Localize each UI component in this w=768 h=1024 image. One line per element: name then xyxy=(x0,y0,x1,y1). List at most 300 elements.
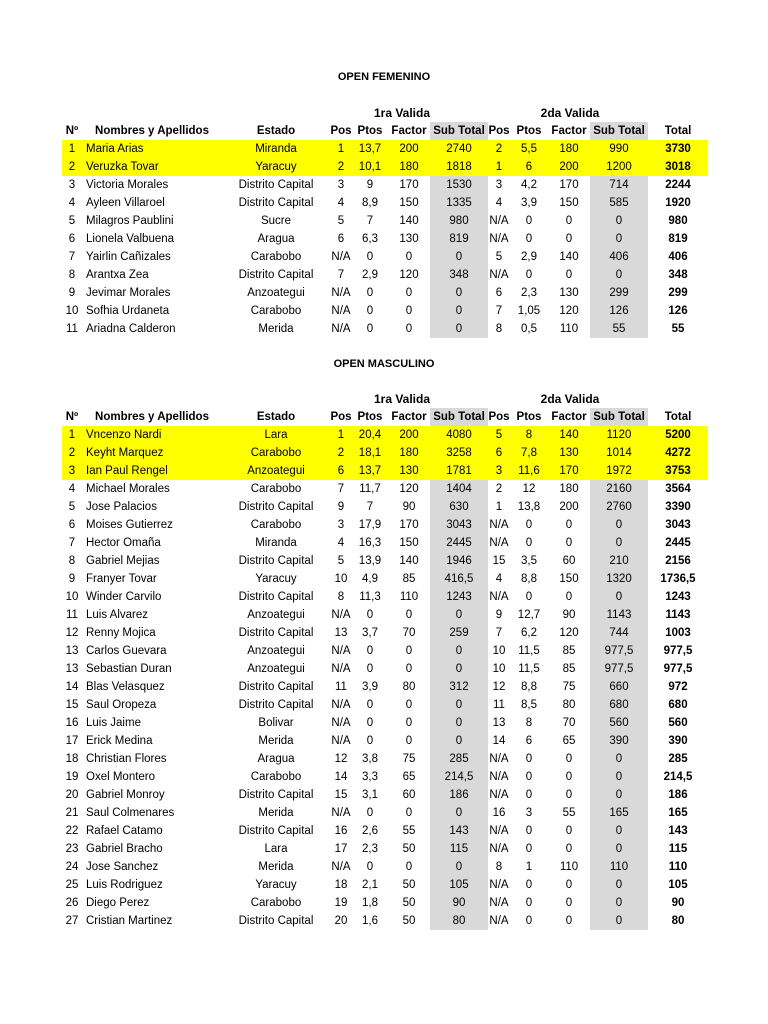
cell-factor-1: 75 xyxy=(402,753,416,765)
table-row xyxy=(62,444,708,462)
cell-subtotal-1: 980 xyxy=(430,212,488,230)
cell-factor-1: 50 xyxy=(402,897,416,909)
cell-pos-2: 3 xyxy=(488,462,510,480)
cell-total: 2244 xyxy=(665,179,691,191)
cell-ptos-1: 13,9 xyxy=(358,555,382,567)
cell-rank: 10 xyxy=(65,591,79,603)
cell-ptos-2: 0 xyxy=(525,897,533,909)
cell-subtotal-2: 660 xyxy=(590,678,648,696)
cell-ptos-1: 0 xyxy=(366,717,374,729)
cell-total: 980 xyxy=(668,215,688,227)
cell-estado: Merida xyxy=(258,323,294,335)
cell-pos-2: 10 xyxy=(492,645,506,657)
cell-subtotal-1: 4080 xyxy=(430,426,488,444)
cell-pos-2: 7 xyxy=(495,305,503,317)
cell-total: 3043 xyxy=(665,519,691,531)
cell-rank: 4 xyxy=(68,483,76,495)
header-ptos-1: Ptos xyxy=(357,411,383,423)
cell-pos-2: N/A xyxy=(489,753,509,765)
table-row xyxy=(62,822,708,840)
cell-pos-2: 12 xyxy=(492,681,506,693)
cell-factor-2: 140 xyxy=(559,251,579,263)
table-row xyxy=(62,462,708,480)
cell-ptos-1: 3,8 xyxy=(362,753,378,765)
cell-pos-1: 4 xyxy=(337,197,345,209)
cell-subtotal-1: 3258 xyxy=(430,444,488,462)
cell-subtotal-1: 630 xyxy=(430,498,488,516)
header-factor-1: Factor xyxy=(391,125,427,137)
cell-ptos-2: 1 xyxy=(525,861,533,873)
valida-1-label: 1ra Valida xyxy=(373,106,431,120)
cell-ptos-1: 0 xyxy=(366,251,374,263)
cell-nombre: Maria Arias xyxy=(82,140,222,158)
cell-pos-2: N/A xyxy=(489,789,509,801)
cell-factor-1: 120 xyxy=(399,483,419,495)
cell-subtotal-1: 0 xyxy=(430,696,488,714)
cell-estado: Distrito Capital xyxy=(238,681,314,693)
cell-pos-1: 19 xyxy=(334,897,348,909)
cell-subtotal-2: 2160 xyxy=(590,480,648,498)
cell-ptos-2: 0 xyxy=(525,233,533,245)
table-row xyxy=(62,498,708,516)
cell-subtotal-2: 210 xyxy=(590,552,648,570)
cell-rank: 2 xyxy=(62,158,82,176)
table-row xyxy=(62,320,708,338)
table-row xyxy=(62,230,708,248)
cell-factor-1: 0 xyxy=(405,305,413,317)
cell-pos-1: 1 xyxy=(330,426,352,444)
cell-factor-1: 150 xyxy=(399,197,419,209)
cell-total: 1920 xyxy=(665,197,691,209)
cell-ptos-2: 0 xyxy=(525,771,533,783)
cell-pos-2: N/A xyxy=(489,519,509,531)
cell-factor-2: 0 xyxy=(565,915,573,927)
cell-total: 406 xyxy=(668,251,688,263)
cell-factor-2: 120 xyxy=(559,627,579,639)
cell-factor-2: 0 xyxy=(565,753,573,765)
cell-nombre: Gabriel Monroy xyxy=(86,789,165,801)
cell-rank: 17 xyxy=(65,735,79,747)
cell-ptos-2: 6,2 xyxy=(521,627,537,639)
results-table-masculino xyxy=(62,408,708,930)
cell-total: 977,5 xyxy=(663,645,693,657)
cell-ptos-2: 5,5 xyxy=(510,140,548,158)
cell-pos-1: 4 xyxy=(337,537,345,549)
cell-pos-1: 12 xyxy=(334,753,348,765)
cell-estado: Distrito Capital xyxy=(238,269,314,281)
cell-factor-2: 170 xyxy=(559,179,579,191)
cell-total: 110 xyxy=(668,861,688,873)
table-row xyxy=(62,534,708,552)
cell-total: 680 xyxy=(668,699,688,711)
valida-1-label: 1ra Valida xyxy=(373,392,431,406)
cell-ptos-1: 0 xyxy=(366,287,374,299)
cell-pos-2: 4 xyxy=(495,197,503,209)
cell-estado: Merida xyxy=(258,861,294,873)
cell-pos-2: N/A xyxy=(489,897,509,909)
cell-factor-1: 0 xyxy=(405,735,413,747)
cell-factor-2: 55 xyxy=(562,807,576,819)
table-row xyxy=(62,714,708,732)
cell-estado: Distrito Capital xyxy=(238,197,314,209)
cell-subtotal-2: 0 xyxy=(590,588,648,606)
cell-nombre: Sofhia Urdaneta xyxy=(86,305,170,317)
cell-ptos-2: 2,3 xyxy=(521,287,537,299)
table-row xyxy=(62,480,708,498)
cell-ptos-2: 8 xyxy=(510,426,548,444)
table-row xyxy=(62,266,708,284)
cell-ptos-2: 0 xyxy=(525,215,533,227)
cell-subtotal-2: 126 xyxy=(590,302,648,320)
cell-total: 1003 xyxy=(665,627,691,639)
table-row xyxy=(62,158,708,176)
header-nombre: Nombres y Apellidos xyxy=(95,411,209,423)
cell-factor-2: 130 xyxy=(548,444,590,462)
cell-estado: Yaracuy xyxy=(255,573,297,585)
cell-pos-1: 5 xyxy=(337,555,345,567)
cell-pos-1: N/A xyxy=(331,251,351,263)
cell-estado: Carabobo xyxy=(250,897,302,909)
header-subtotal-1: Sub Total xyxy=(430,408,488,426)
cell-subtotal-1: 1243 xyxy=(430,588,488,606)
cell-factor-2: 85 xyxy=(562,645,576,657)
cell-subtotal-1: 80 xyxy=(430,912,488,930)
cell-ptos-1: 11,3 xyxy=(359,591,381,603)
cell-pos-2: 10 xyxy=(492,663,506,675)
cell-pos-2: 5 xyxy=(495,251,503,263)
cell-estado: Distrito Capital xyxy=(238,591,314,603)
cell-subtotal-1: 1946 xyxy=(430,552,488,570)
cell-estado: Distrito Capital xyxy=(238,915,314,927)
header-pos-2: Pos xyxy=(488,125,510,137)
cell-subtotal-1: 0 xyxy=(430,642,488,660)
cell-subtotal-1: 0 xyxy=(430,320,488,338)
cell-estado: Carabobo xyxy=(250,483,302,495)
header-pos-1: Pos xyxy=(330,411,352,423)
cell-ptos-1: 3,7 xyxy=(362,627,378,639)
cell-subtotal-2: 1972 xyxy=(590,462,648,480)
cell-rank: 20 xyxy=(65,789,79,801)
cell-nombre: Erick Medina xyxy=(86,735,153,747)
cell-rank: 13 xyxy=(65,645,79,657)
cell-ptos-1: 17,9 xyxy=(358,519,382,531)
cell-estado: Aragua xyxy=(257,753,295,765)
cell-factor-2: 0 xyxy=(565,843,573,855)
cell-nombre: Diego Perez xyxy=(86,897,150,909)
table-row xyxy=(62,786,708,804)
cell-subtotal-2: 1320 xyxy=(590,570,648,588)
cell-factor-1: 0 xyxy=(405,717,413,729)
cell-total: 214,5 xyxy=(663,771,693,783)
cell-estado: Merida xyxy=(258,807,294,819)
cell-total: 3018 xyxy=(648,158,708,176)
cell-factor-1: 140 xyxy=(399,555,419,567)
cell-pos-2: N/A xyxy=(489,269,509,281)
header-factor-1: Factor xyxy=(391,411,427,423)
header-subtotal-2: Sub Total xyxy=(590,122,648,140)
cell-factor-1: 110 xyxy=(399,591,419,603)
cell-total: 165 xyxy=(668,807,688,819)
cell-nombre: Carlos Guevara xyxy=(86,645,167,657)
cell-pos-2: N/A xyxy=(489,537,509,549)
cell-subtotal-1: 2445 xyxy=(430,534,488,552)
cell-ptos-2: 0,5 xyxy=(521,323,537,335)
cell-factor-2: 140 xyxy=(548,426,590,444)
header-ptos-1: Ptos xyxy=(357,125,383,137)
cell-nombre: Christian Flores xyxy=(86,753,167,765)
table-row xyxy=(62,248,708,266)
cell-ptos-2: 0 xyxy=(525,825,533,837)
cell-ptos-2: 1,05 xyxy=(517,305,541,317)
table-row xyxy=(62,696,708,714)
cell-rank: 8 xyxy=(68,555,76,567)
cell-factor-1: 85 xyxy=(402,573,416,585)
table-row xyxy=(62,552,708,570)
cell-factor-1: 50 xyxy=(402,915,416,927)
cell-pos-1: 5 xyxy=(337,215,345,227)
cell-subtotal-1: 1818 xyxy=(430,158,488,176)
cell-subtotal-1: 0 xyxy=(430,248,488,266)
cell-factor-1: 170 xyxy=(399,519,419,531)
cell-pos-2: 9 xyxy=(495,609,503,621)
cell-subtotal-2: 0 xyxy=(590,266,648,284)
cell-factor-1: 170 xyxy=(399,179,419,191)
cell-factor-2: 80 xyxy=(562,699,576,711)
cell-ptos-2: 6 xyxy=(510,158,548,176)
cell-pos-2: N/A xyxy=(489,771,509,783)
cell-nombre: Luis Jaime xyxy=(86,717,141,729)
cell-ptos-1: 0 xyxy=(366,323,374,335)
header-estado: Estado xyxy=(256,125,296,137)
cell-pos-1: 7 xyxy=(337,269,345,281)
table-row xyxy=(62,212,708,230)
cell-subtotal-2: 390 xyxy=(590,732,648,750)
cell-pos-2: 3 xyxy=(495,179,503,191)
cell-estado: Distrito Capital xyxy=(238,627,314,639)
cell-pos-1: N/A xyxy=(331,323,351,335)
cell-ptos-1: 0 xyxy=(366,645,374,657)
cell-ptos-1: 16,3 xyxy=(358,537,382,549)
cell-subtotal-1: 105 xyxy=(430,876,488,894)
cell-pos-2: 5 xyxy=(488,426,510,444)
cell-ptos-1: 0 xyxy=(366,699,374,711)
cell-estado: Lara xyxy=(264,843,288,855)
cell-total: 105 xyxy=(668,879,688,891)
cell-factor-2: 130 xyxy=(559,287,579,299)
header-no: Nº xyxy=(65,125,79,137)
cell-total: 3730 xyxy=(648,140,708,158)
cell-ptos-1: 7 xyxy=(366,501,374,513)
cell-nombre: Sebastian Duran xyxy=(86,663,172,675)
cell-total: 90 xyxy=(671,897,685,909)
cell-pos-2: N/A xyxy=(489,591,509,603)
cell-nombre: Franyer Tovar xyxy=(86,573,157,585)
cell-nombre: Ayleen Villaroel xyxy=(86,197,165,209)
cell-pos-1: 8 xyxy=(337,591,345,603)
header-no: Nº xyxy=(65,411,79,423)
cell-subtotal-2: 714 xyxy=(590,176,648,194)
cell-ptos-1: 20,4 xyxy=(352,426,388,444)
cell-total: 1143 xyxy=(665,609,691,621)
cell-factor-1: 0 xyxy=(405,663,413,675)
cell-nombre: Renny Mojica xyxy=(86,627,156,639)
cell-factor-1: 140 xyxy=(399,215,419,227)
cell-factor-1: 130 xyxy=(399,233,419,245)
cell-subtotal-2: 0 xyxy=(590,912,648,930)
cell-estado: Lara xyxy=(222,426,330,444)
cell-total: 390 xyxy=(668,735,688,747)
cell-total: 55 xyxy=(671,323,685,335)
cell-ptos-1: 10,1 xyxy=(352,158,388,176)
header-estado: Estado xyxy=(256,411,296,423)
cell-factor-2: 60 xyxy=(562,555,576,567)
cell-nombre: Victoria Morales xyxy=(86,179,169,191)
cell-ptos-2: 11,6 xyxy=(510,462,548,480)
cell-factor-1: 0 xyxy=(405,861,413,873)
cell-subtotal-1: 0 xyxy=(430,302,488,320)
cell-estado: Yaracuy xyxy=(255,879,297,891)
cell-factor-2: 150 xyxy=(559,573,579,585)
header-ptos-2: Ptos xyxy=(516,411,542,423)
cell-estado: Carabobo xyxy=(250,251,302,263)
cell-ptos-1: 1,8 xyxy=(362,897,378,909)
cell-factor-2: 90 xyxy=(562,609,576,621)
cell-nombre: Gabriel Mejias xyxy=(86,555,160,567)
cell-factor-2: 0 xyxy=(565,519,573,531)
cell-ptos-2: 8,5 xyxy=(521,699,537,711)
cell-ptos-2: 11,5 xyxy=(518,645,540,657)
cell-factor-1: 0 xyxy=(405,807,413,819)
cell-factor-2: 110 xyxy=(559,861,579,873)
cell-factor-2: 0 xyxy=(565,269,573,281)
cell-ptos-2: 0 xyxy=(525,789,533,801)
cell-pos-2: 11 xyxy=(493,699,505,711)
cell-factor-1: 0 xyxy=(405,699,413,711)
cell-subtotal-1: 416,5 xyxy=(430,570,488,588)
cell-ptos-2: 8,8 xyxy=(521,681,537,693)
cell-nombre: Rafael Catamo xyxy=(86,825,163,837)
cell-estado: Carabobo xyxy=(250,305,302,317)
cell-estado: Anzoategui xyxy=(222,462,330,480)
cell-factor-2: 0 xyxy=(565,789,573,801)
cell-factor-2: 85 xyxy=(562,663,576,675)
cell-estado: Yaracuy xyxy=(222,158,330,176)
cell-estado: Miranda xyxy=(222,140,330,158)
cell-estado: Distrito Capital xyxy=(238,789,314,801)
table-row xyxy=(62,750,708,768)
cell-factor-1: 0 xyxy=(405,323,413,335)
table-row xyxy=(62,840,708,858)
cell-pos-1: 16 xyxy=(334,825,348,837)
cell-subtotal-1: 285 xyxy=(430,750,488,768)
cell-pos-2: 2 xyxy=(488,140,510,158)
table-row xyxy=(62,606,708,624)
cell-factor-2: 0 xyxy=(565,825,573,837)
cell-total: 348 xyxy=(668,269,688,281)
cell-factor-1: 0 xyxy=(405,287,413,299)
cell-rank: 24 xyxy=(65,861,79,873)
cell-pos-1: 18 xyxy=(334,879,348,891)
cell-factor-1: 150 xyxy=(399,537,419,549)
cell-subtotal-2: 0 xyxy=(590,516,648,534)
cell-pos-2: 4 xyxy=(495,573,503,585)
cell-total: 80 xyxy=(671,915,685,927)
cell-nombre: Winder Carvilo xyxy=(86,591,162,603)
cell-total: 819 xyxy=(668,233,688,245)
cell-factor-1: 0 xyxy=(405,251,413,263)
cell-ptos-1: 0 xyxy=(366,735,374,747)
cell-subtotal-1: 0 xyxy=(430,858,488,876)
cell-ptos-1: 18,1 xyxy=(352,444,388,462)
cell-subtotal-1: 348 xyxy=(430,266,488,284)
table-row xyxy=(62,876,708,894)
cell-factor-1: 200 xyxy=(388,426,430,444)
valida-2-label: 2da Valida xyxy=(540,106,600,120)
cell-pos-2: 1 xyxy=(488,158,510,176)
cell-factor-1: 55 xyxy=(402,825,416,837)
cell-subtotal-2: 585 xyxy=(590,194,648,212)
cell-estado: Carabobo xyxy=(250,519,302,531)
cell-rank: 5 xyxy=(68,501,76,513)
table-row xyxy=(62,194,708,212)
cell-subtotal-1: 312 xyxy=(430,678,488,696)
cell-rank: 9 xyxy=(68,287,76,299)
cell-nombre: Oxel Montero xyxy=(86,771,156,783)
cell-nombre: Ariadna Calderon xyxy=(86,323,176,335)
cell-estado: Miranda xyxy=(255,537,297,549)
cell-ptos-1: 3,1 xyxy=(362,789,378,801)
cell-total: 143 xyxy=(668,825,688,837)
cell-subtotal-1: 0 xyxy=(430,732,488,750)
table-row xyxy=(62,660,708,678)
cell-subtotal-2: 0 xyxy=(590,822,648,840)
cell-subtotal-1: 115 xyxy=(430,840,488,858)
cell-rank: 11 xyxy=(66,609,78,621)
cell-rank: 9 xyxy=(68,573,76,585)
cell-pos-1: N/A xyxy=(331,717,351,729)
cell-subtotal-2: 977,5 xyxy=(590,660,648,678)
cell-estado: Distrito Capital xyxy=(238,825,314,837)
cell-rank: 7 xyxy=(68,537,76,549)
cell-factor-2: 150 xyxy=(559,197,579,209)
cell-factor-1: 65 xyxy=(402,771,416,783)
cell-ptos-2: 0 xyxy=(525,269,533,281)
cell-subtotal-2: 1014 xyxy=(590,444,648,462)
cell-rank: 6 xyxy=(68,233,76,245)
table-row xyxy=(62,140,708,158)
cell-pos-1: 2 xyxy=(330,444,352,462)
cell-rank: 27 xyxy=(65,915,79,927)
cell-factor-2: 120 xyxy=(559,305,579,317)
cell-ptos-2: 11,5 xyxy=(518,663,540,675)
cell-nombre: Saul Oropeza xyxy=(86,699,157,711)
cell-ptos-1: 7 xyxy=(366,215,374,227)
cell-rank: 11 xyxy=(66,323,78,335)
cell-pos-1: N/A xyxy=(331,305,351,317)
header-ptos-2: Ptos xyxy=(516,125,542,137)
cell-ptos-1: 2,9 xyxy=(362,269,378,281)
cell-factor-2: 180 xyxy=(559,483,579,495)
cell-pos-1: 3 xyxy=(337,179,345,191)
table-row xyxy=(62,642,708,660)
cell-subtotal-2: 1200 xyxy=(590,158,648,176)
cell-subtotal-1: 0 xyxy=(430,284,488,302)
cell-ptos-2: 0 xyxy=(525,537,533,549)
cell-total: 1736,5 xyxy=(660,573,696,585)
cell-subtotal-1: 2740 xyxy=(430,140,488,158)
cell-rank: 21 xyxy=(65,807,79,819)
cell-ptos-2: 0 xyxy=(525,753,533,765)
